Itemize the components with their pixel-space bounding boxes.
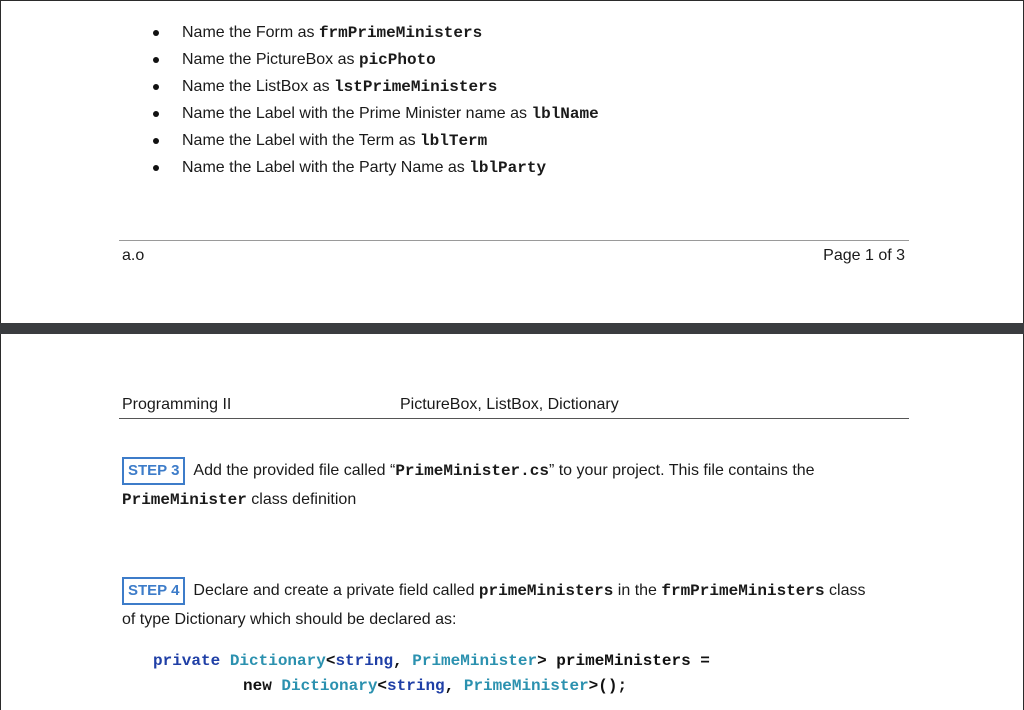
footer-divider [119, 240, 909, 241]
step4-fieldname: primeMinisters [478, 582, 614, 601]
code-type: PrimeMinister [412, 652, 538, 670]
code-text: > primeMinisters = [537, 652, 710, 670]
footer-author: a.o [122, 247, 145, 264]
bullet-icon [153, 30, 159, 36]
code-type: Dictionary [229, 652, 326, 670]
bullet-code: picPhoto [358, 51, 436, 69]
bullet-text: Name the Form as [182, 24, 319, 41]
code-keyword: string [387, 677, 445, 695]
code-keyword: new [243, 677, 282, 695]
bullet-text: Name the Label with the Prime Minister name as [182, 105, 532, 122]
step4-text: in the [613, 582, 662, 600]
step3-text: Add the provided file called “ [193, 462, 396, 480]
step4-line2: of type Dictionary which should be declared as: [122, 611, 457, 628]
bullet-icon [153, 138, 159, 144]
code-keyword: string [335, 652, 394, 670]
code-line-1 [153, 652, 710, 670]
step3-classname: PrimeMinister [122, 491, 247, 509]
code-keyword: private [153, 652, 230, 670]
document-page-top [0, 0, 1024, 323]
step4-text: Declare and create a private field called [193, 582, 479, 600]
step3-text: ” to your project. This file contains the [548, 462, 815, 480]
step3-line2 [122, 491, 356, 509]
page-separator [0, 323, 1024, 334]
bullet-icon [153, 165, 159, 171]
code-punct: , [393, 652, 413, 670]
bullet-code: lstPrimeMinisters [334, 78, 498, 96]
step3-filename: PrimeMinister.cs [395, 462, 549, 481]
header-course: Programming II [122, 396, 232, 413]
step3-text: class definition [246, 491, 357, 508]
step4-text: class [824, 582, 866, 600]
step4-badge: STEP 4 [122, 577, 185, 605]
step3-badge: STEP 3 [122, 457, 185, 485]
step4-line1 [122, 577, 866, 605]
bullet-code: lblName [531, 105, 599, 123]
bullet-code: lblParty [469, 159, 547, 177]
code-punct: , [444, 677, 464, 695]
code-line-2 [243, 677, 627, 695]
code-type: PrimeMinister [463, 677, 589, 695]
document-page-bottom [0, 334, 1024, 710]
bullet-icon [153, 57, 159, 63]
header-topic: PictureBox, ListBox, Dictionary [400, 396, 619, 413]
code-type: Dictionary [281, 677, 378, 695]
step3-line1 [122, 457, 815, 485]
bullet-icon [153, 84, 159, 90]
step4-classname: frmPrimeMinisters [661, 582, 825, 601]
code-punct: < [325, 652, 336, 670]
bullet-icon [153, 111, 159, 117]
bullet-code: lblTerm [420, 132, 488, 150]
bullet-text: Name the Label with the Term as [182, 132, 421, 149]
header-divider [119, 418, 909, 419]
bullet-code: frmPrimeMinisters [318, 24, 483, 42]
code-text: >(); [588, 677, 628, 695]
bullet-text: Name the ListBox as [182, 78, 335, 95]
page-number: Page 1 of 3 [823, 247, 905, 264]
bullet-text: Name the Label with the Party Name as [182, 159, 470, 176]
bullet-text: Name the PictureBox as [182, 51, 359, 68]
code-punct: < [377, 677, 388, 695]
